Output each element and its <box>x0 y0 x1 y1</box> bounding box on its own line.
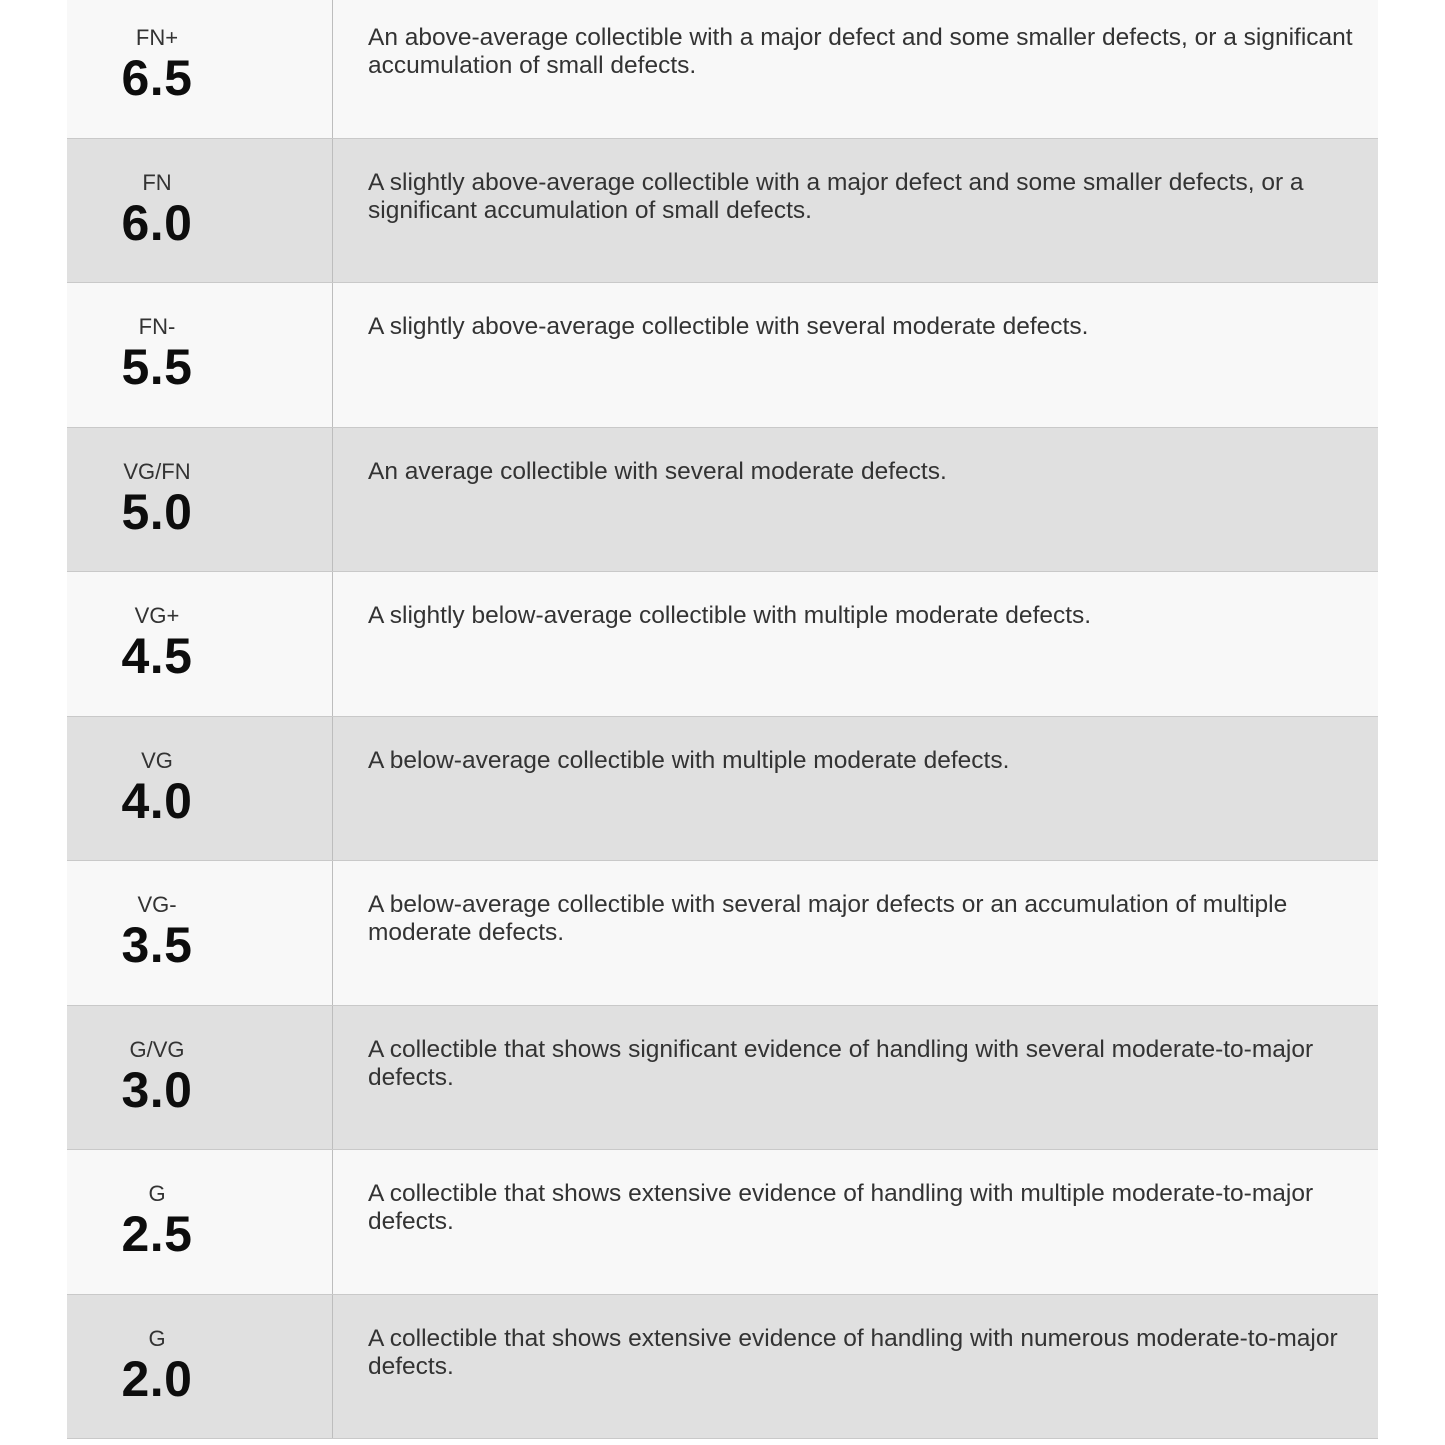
grade-score: 4.0 <box>121 772 193 829</box>
grade-cell <box>67 428 333 572</box>
grade-cell <box>67 717 333 861</box>
grade-label: FN+ <box>135 25 179 50</box>
grade-description: An average collectible with several moderate defects. <box>368 457 947 485</box>
grade-row-2-0 <box>67 1295 1378 1440</box>
grade-score: 4.5 <box>121 628 193 684</box>
grade-score: 5.5 <box>121 339 193 395</box>
grade-score: 6.5 <box>121 50 193 106</box>
grade-score: 2.0 <box>121 1350 193 1407</box>
grade-label: VG <box>141 747 173 773</box>
grade-row-4-5 <box>67 572 1378 717</box>
grade-description: A slightly below-average collectible with multiple moderate defects. <box>368 602 1092 629</box>
grade-label: VG- <box>137 892 177 917</box>
grade-label: FN- <box>138 314 176 339</box>
grade-cell <box>67 1295 333 1439</box>
grade-cell <box>67 139 333 283</box>
grade-description: A collectible that shows extensive evidence of handling with multiple moderate-to-major defects. <box>368 1180 1314 1235</box>
grade-row-6-0 <box>67 139 1378 284</box>
grade-description: A collectible that shows extensive evidence of handling with numerous moderate-to-major defects. <box>368 1324 1338 1380</box>
grade-row-3-0 <box>67 1006 1378 1151</box>
grade-cell <box>67 1006 333 1150</box>
grade-row-2-5 <box>67 1150 1378 1295</box>
grade-score: 3.5 <box>121 917 193 973</box>
grade-description: A collectible that shows significant evidence of handling with several moderate-to-major defects. <box>368 1035 1314 1091</box>
grade-row-5-0 <box>67 428 1378 573</box>
grade-cell <box>67 1150 333 1294</box>
grade-score: 2.5 <box>121 1206 193 1262</box>
grade-description: A below-average collectible with multiple moderate defects. <box>368 746 1010 774</box>
grade-label: VG/FN <box>123 458 191 484</box>
grade-label: FN <box>142 169 172 195</box>
grade-description: A slightly above-average collectible with several moderate defects. <box>368 313 1089 340</box>
grade-row-3-5 <box>67 861 1378 1006</box>
grade-score: 5.0 <box>121 483 193 540</box>
grade-cell <box>67 861 333 1005</box>
grade-label: G/VG <box>129 1036 185 1062</box>
grade-description: A slightly above-average collectible with a major defect and some smaller defects, or a significant accumulation of small defects. <box>368 168 1304 224</box>
grade-score: 6.0 <box>121 194 193 251</box>
grade-label: G <box>148 1181 166 1206</box>
grade-label: VG+ <box>134 603 180 628</box>
grade-cell <box>67 283 333 427</box>
grade-score: 3.0 <box>121 1061 193 1118</box>
grade-row-4-0 <box>67 717 1378 862</box>
grade-cell <box>67 572 333 716</box>
grade-row-6-5 <box>67 0 1378 139</box>
grade-label: G <box>148 1325 166 1351</box>
grading-scale-table <box>67 0 1378 1439</box>
grade-description: A below-average collectible with several major defects or an accumulation of multiple moderate defects. <box>368 891 1288 946</box>
grade-description: An above-average collectible with a major defect and some smaller defects, or a significant accumulation of small defects. <box>368 24 1353 79</box>
grade-cell <box>67 0 333 138</box>
grade-row-5-5 <box>67 283 1378 428</box>
